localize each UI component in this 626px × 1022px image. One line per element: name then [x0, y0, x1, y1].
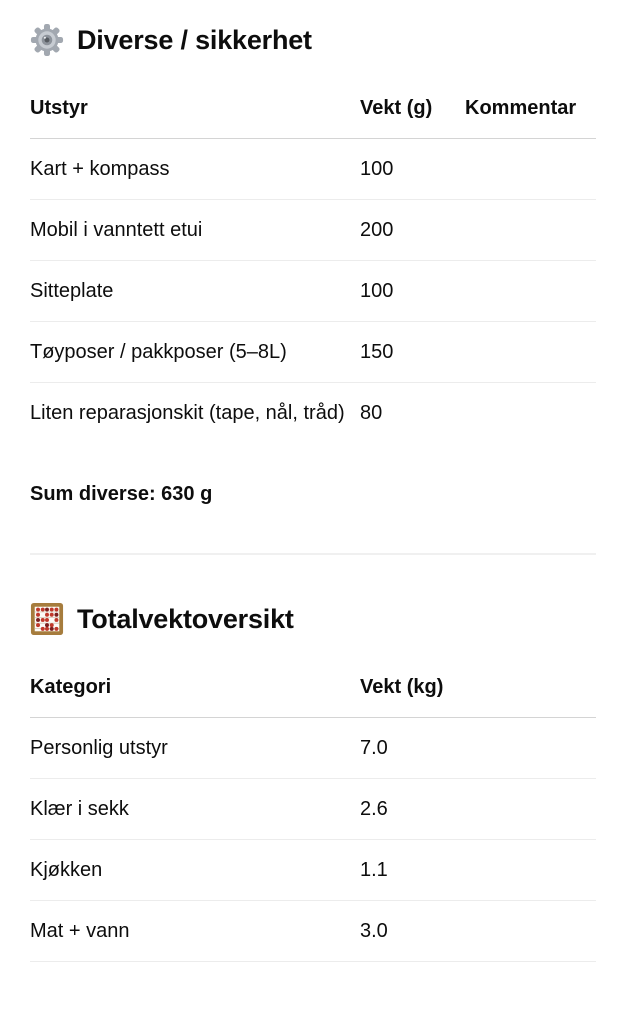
table-row	[30, 779, 596, 840]
diverse-table	[30, 78, 596, 443]
cell-kommentar	[465, 139, 596, 200]
cell-kategori: Personlig utstyr	[30, 718, 360, 779]
table-row	[30, 901, 596, 962]
cell-vekt: 1.1	[360, 840, 596, 901]
section-heading-diverse-label: Diverse / sikkerhet	[77, 25, 312, 55]
table-row	[30, 718, 596, 779]
diverse-col-utstyr: Utstyr	[30, 78, 360, 139]
cell-utstyr: Liten reparasjonskit (tape, nål, tråd)	[30, 402, 345, 424]
cell-kategori: Klær i sekk	[30, 779, 360, 840]
cell-vekt: 100	[360, 139, 465, 200]
table-row	[30, 139, 596, 200]
table-row	[30, 383, 596, 444]
cell-kommentar	[465, 261, 596, 322]
cell-kommentar	[465, 322, 596, 383]
cell-utstyr: Sitteplate	[30, 261, 360, 322]
cell-kommentar	[465, 383, 596, 444]
diverse-col-vekt: Vekt (g)	[360, 78, 465, 139]
cell-vekt: 200	[360, 200, 465, 261]
table-row	[30, 200, 596, 261]
section-divider	[30, 553, 596, 555]
abacus-icon	[30, 602, 64, 636]
cell-vekt: 150	[360, 322, 465, 383]
cell-utstyr: Mobil i vanntett etui	[30, 200, 360, 261]
totalvekt-col-vekt: Vekt (kg)	[360, 657, 596, 718]
cell-kommentar	[465, 200, 596, 261]
cell-vekt: 7.0	[360, 718, 596, 779]
totalvekt-table-header-row	[30, 657, 596, 718]
diverse-table-header-row	[30, 78, 596, 139]
totalvekt-col-kategori: Kategori	[30, 657, 360, 718]
totalvekt-table	[30, 657, 596, 962]
section-heading-totalvekt	[30, 601, 596, 637]
cell-utstyr: Kart + kompass	[30, 139, 360, 200]
cell-vekt: 3.0	[360, 901, 596, 962]
diverse-col-kommentar: Kommentar	[465, 78, 596, 139]
table-row	[30, 322, 596, 383]
cell-utstyr: Tøyposer / pakkposer (5–8L)	[30, 322, 360, 383]
cell-vekt: 80	[360, 402, 383, 424]
cell-kategori: Kjøkken	[30, 840, 360, 901]
section-heading-totalvekt-label: Totalvektoversikt	[77, 604, 294, 634]
cell-vekt: 100	[360, 261, 465, 322]
sum-diverse-text: Sum diverse: 630 g	[30, 483, 213, 505]
cell-kategori: Mat + vann	[30, 901, 360, 962]
table-row	[30, 261, 596, 322]
table-row	[30, 840, 596, 901]
document-page	[0, 22, 626, 962]
cell-vekt: 2.6	[360, 779, 596, 840]
gear-icon	[30, 23, 64, 57]
section-heading-diverse	[30, 22, 596, 58]
